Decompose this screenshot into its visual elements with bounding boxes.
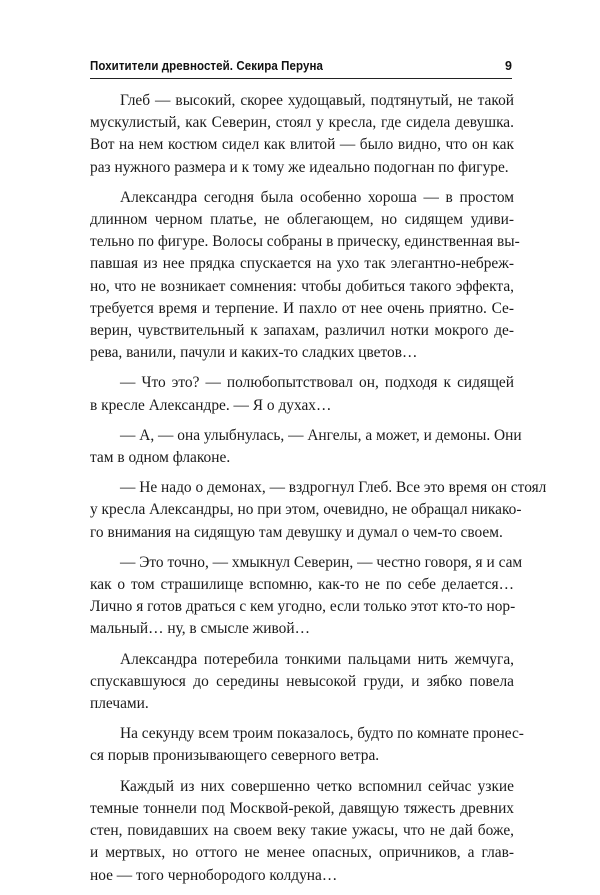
text-line: Глеб — высокий, скорее худощавый, подтянутый, не такой [120,92,514,109]
text-line: Лично я готов драться с кем угодно, если только этот кто-то нор- [90,598,516,616]
text-line: у кресла Александры, но при этом, очевидно, не обращал никако- [90,501,522,519]
text-line: длинном черном платье, не облегающем, но сидящем удиви- [90,211,514,229]
text-line: как о том страшилище вспомню, как-то не по себе делается… [90,576,514,594]
page-number: 9 [505,59,512,73]
paragraph [90,90,514,179]
text-line: там в одном флаконе. [90,449,231,467]
text-line: тельно по фигуре. Волосы собраны в прическу, единственная вы- [90,233,520,251]
paragraph [90,776,514,887]
paragraph [90,723,524,767]
text-line: — Это точно, — хмыкнул Северин, — честно говоря, я и сам [120,553,523,571]
text-line: и мертвых, но оттого не менее опасных, опричников, а глав- [90,844,514,862]
text-line: павшая из нее прядка спускается на ухо так элегантно-небреж- [90,255,514,273]
text-line: спускавшуюся до середины невысокой груди, и зябко повела [90,672,514,690]
text-line: верин, чувствительный к запахам, различил нотки мокрого де- [90,322,514,340]
paragraph [90,187,520,365]
text-line: мальный… ну, в смысле живой… [90,620,311,638]
paragraph [90,372,514,416]
text-line: в кресле Александре. — Я о духах… [90,396,332,414]
text-line: рева, ванили, пачули и каких-то сладких цветов… [90,344,418,362]
text-line: Александра потеребила тонкими пальцами нить жемчуга, [120,650,514,668]
text-line: ное — того чернобородого колдуна… [90,866,338,884]
text-line: плечами. [90,695,149,713]
text-line: го внимания на сидящую там девушку и думал о чем-то своем. [90,523,503,541]
text-line: На секунду всем троим показалось, будто по комнате пронес- [120,725,524,743]
text-line: требуется время и терпение. И пахло от нее очень приятно. Се- [90,299,514,317]
text-line: темные тоннели под Москвой-рекой, давящую тяжесть древних [90,799,514,817]
text-line: раз нужного размера и к тому же идеально подогнан по фигуре. [90,158,509,176]
text-line: Каждый из них совершенно четко вспомнил сейчас узкие [120,777,514,795]
running-head-title: Похитители древностей. Секира Перуна [90,59,323,73]
body-text [90,90,547,895]
text-line: — Что это? — полюбопытствовал он, подходя к сидящей [120,374,514,392]
text-line: — А, — она улыбнулась, — Ангелы, а может, и демоны. Они [120,426,522,444]
text-line: ся порыв пронизывающего северного ветра. [90,747,380,765]
paragraph [90,425,522,469]
paragraph [90,552,523,641]
header-divider [90,78,512,79]
text-line: мускулистый, как Северин, стоял у кресла, где сидела девушка. [90,114,514,132]
paragraph [90,649,514,716]
text-line: Вот на нем костюм сидел как влитой — было видно, что он как [90,136,514,154]
text-line: стен, повидавших на своем веку такие ужасы, что не дай боже, [90,822,514,840]
text-line: Александра сегодня была особенно хороша — в простом [120,188,514,206]
text-line: но, что не возникает сомнения: чтобы добиться такого эффекта, [90,277,514,295]
paragraph [90,477,547,544]
text-line: — Не надо о демонах, — вздрогнул Глеб. Все это время он стоял [120,479,547,497]
running-head [90,56,512,76]
